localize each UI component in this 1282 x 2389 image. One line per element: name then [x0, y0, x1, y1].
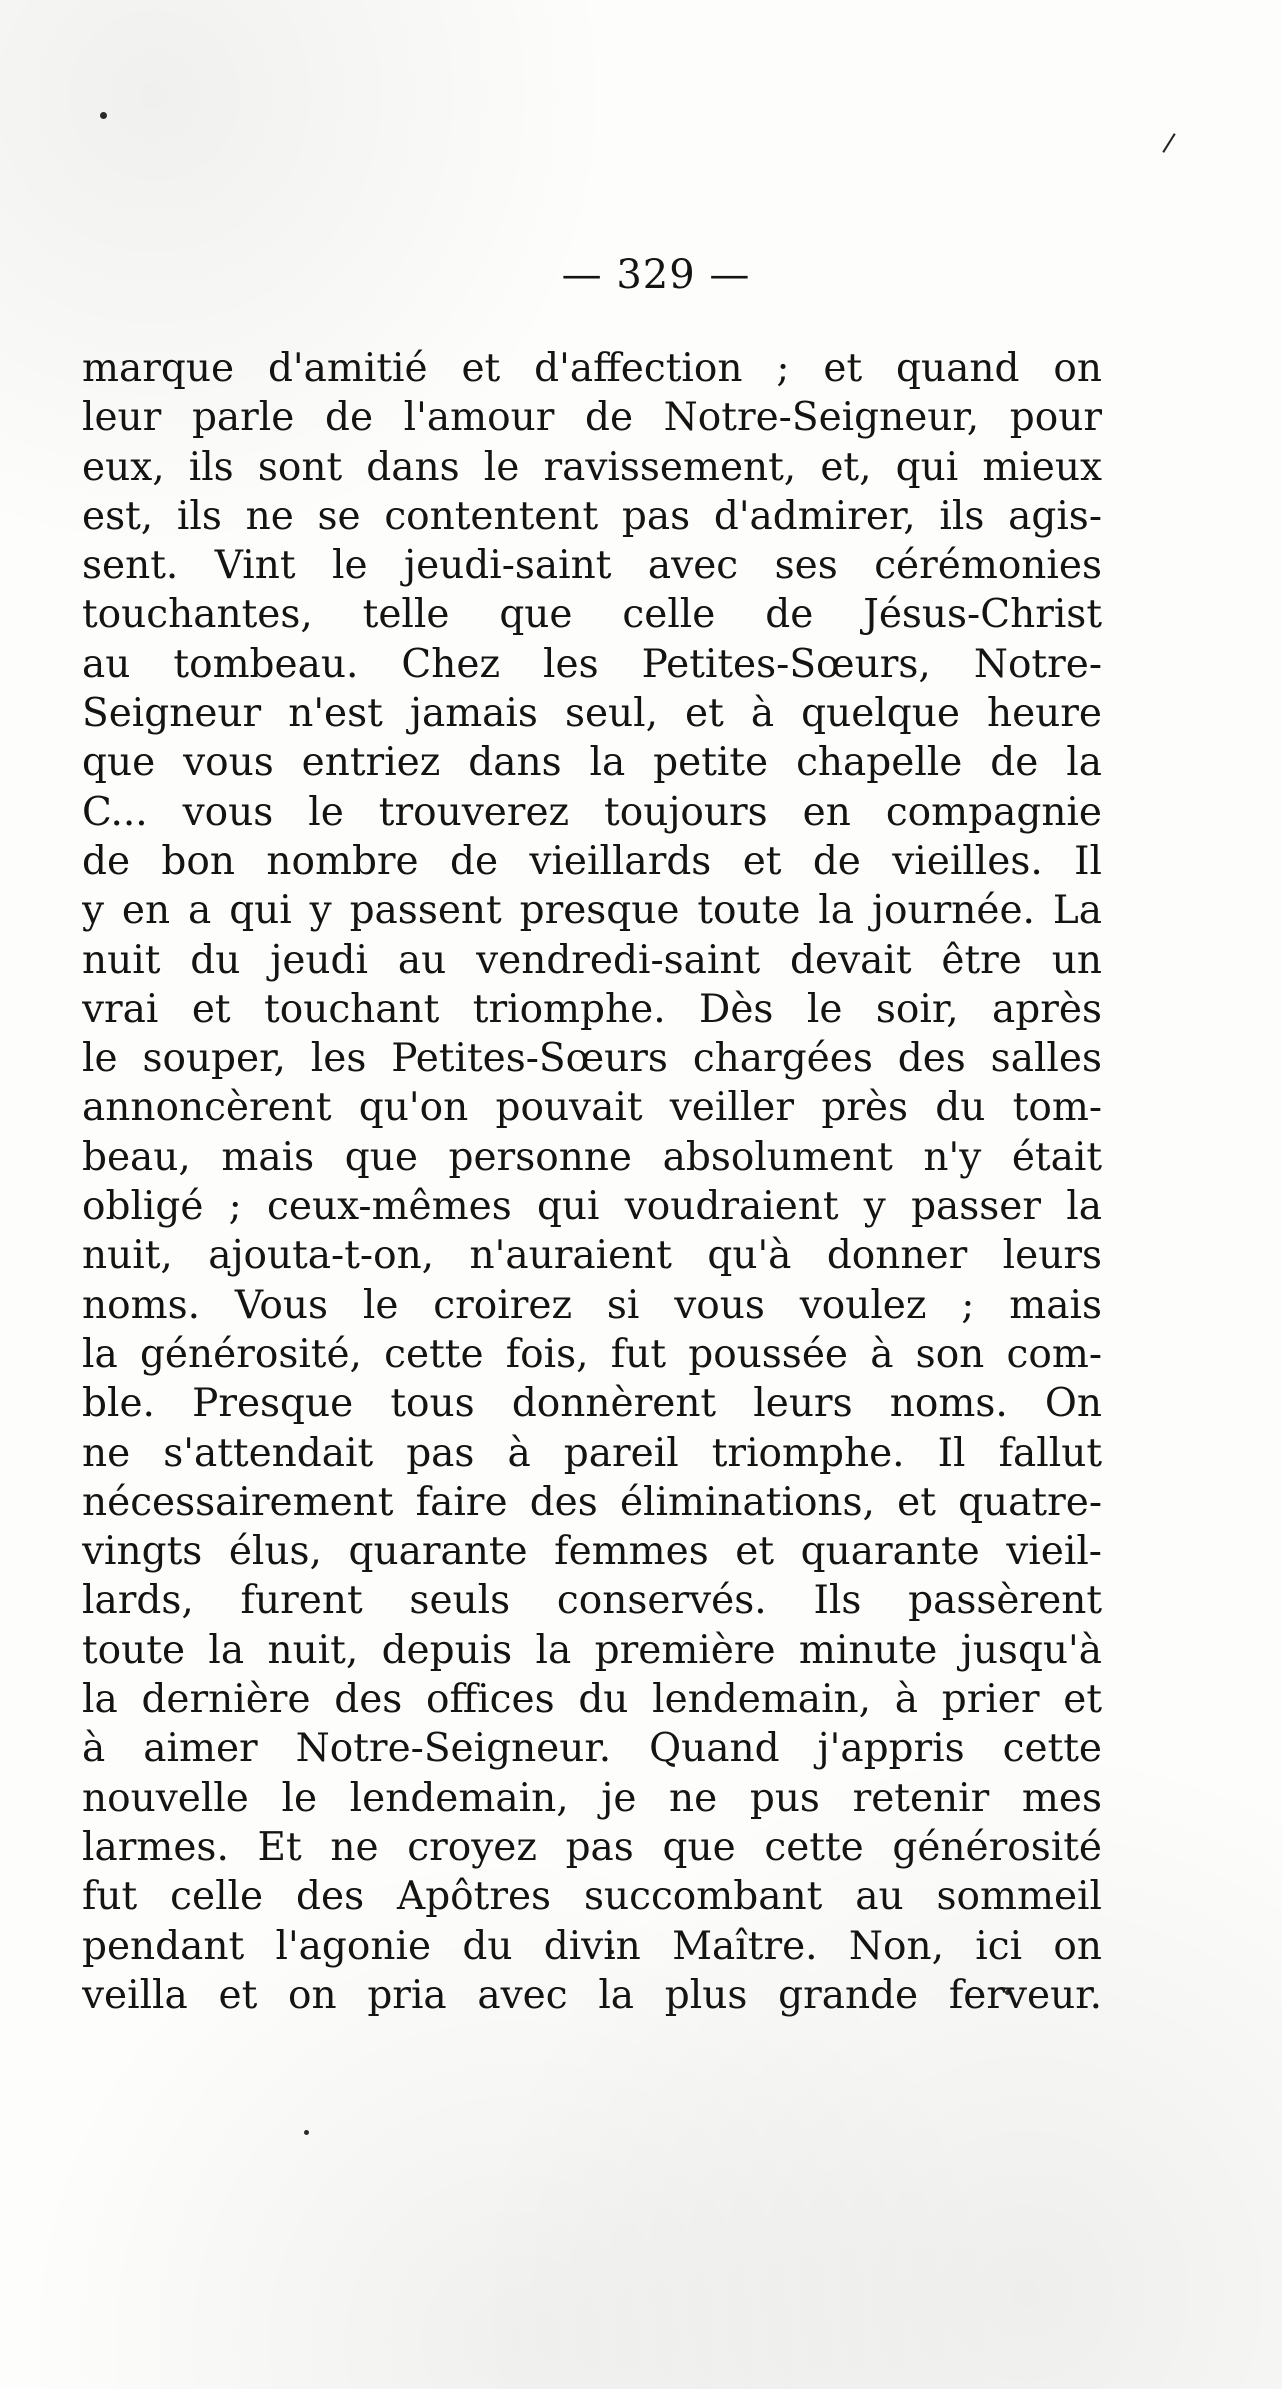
- text-line: le souper, les Petites-Sœurs chargées des salles: [82, 1036, 1102, 1082]
- text-line: lards, furent seuls conservés. Ils passèrent: [82, 1578, 1102, 1624]
- text-line: touchantes, telle que celle de Jésus-Christ: [82, 592, 1102, 638]
- scan-speck: [100, 112, 107, 119]
- text-line: nécessairement faire des éliminations, et quatre-: [82, 1479, 1102, 1525]
- text-line: eux, ils sont dans le ravissement, et, qui mieux: [82, 444, 1102, 490]
- text-line: la dernière des offices du lendemain, à prier et: [82, 1677, 1102, 1723]
- text-line: fut celle des Apôtres succombant au sommeil: [82, 1874, 1102, 1920]
- text-line: y en a qui y passent presque toute la journée. La: [82, 888, 1102, 934]
- text-line: que vous entriez dans la petite chapelle de la: [82, 740, 1102, 786]
- text-line: vrai et touchant triomphe. Dès le soir, après: [82, 986, 1102, 1032]
- text-line: annoncèrent qu'on pouvait veiller près du tom-: [82, 1085, 1102, 1131]
- page-number: — 329 —: [561, 252, 751, 298]
- text-line: toute la nuit, depuis la première minute jusqu'à: [82, 1627, 1102, 1673]
- text-line: veilla et on pria avec la plus grande ferveur.: [82, 1972, 1102, 2018]
- scan-mark: [1162, 133, 1175, 153]
- text-line: nuit du jeudi au vendredi-saint devait être un: [82, 937, 1102, 983]
- text-line: marque d'amitié et d'affection ; et quand on: [82, 346, 1102, 391]
- text-line: pendant l'agonie du divin Maître. Non, ici on: [82, 1923, 1102, 1969]
- text-line: nuit, ajouta-t-on, n'auraient qu'à donner leurs: [82, 1233, 1102, 1279]
- text-line: ne s'attendait pas à pareil triomphe. Il fallut: [82, 1430, 1102, 1476]
- text-line: à aimer Notre-Seigneur. Quand j'appris cette: [82, 1726, 1102, 1772]
- text-line: obligé ; ceux-mêmes qui voudraient y passer la: [82, 1184, 1102, 1230]
- text-line: de bon nombre de vieillards et de vieilles. Il: [82, 838, 1102, 884]
- body-text: [82, 344, 1102, 2020]
- text-line: vingts élus, quarante femmes et quarante vieil-: [82, 1529, 1102, 1575]
- scan-speck: [304, 2130, 309, 2135]
- text-line: noms. Vous le croirez si vous voulez ; mais: [82, 1282, 1102, 1328]
- text-line: au tombeau. Chez les Petites-Sœurs, Notre-: [82, 641, 1102, 687]
- text-line: Seigneur n'est jamais seul, et à quelque heure: [82, 691, 1102, 737]
- text-line: leur parle de l'amour de Notre-Seigneur, pour: [82, 395, 1102, 441]
- text-line: sent. Vint le jeudi-saint avec ses cérémonies: [82, 543, 1102, 589]
- text-line: larmes. Et ne croyez pas que cette générosité: [82, 1824, 1102, 1870]
- text-line: beau, mais que personne absolument n'y était: [82, 1134, 1102, 1180]
- text-line: est, ils ne se contentent pas d'admirer, ils agis-: [82, 493, 1102, 539]
- text-line: ble. Presque tous donnèrent leurs noms. On: [82, 1381, 1102, 1427]
- text-line: la générosité, cette fois, fut poussée à son com-: [82, 1331, 1102, 1377]
- text-line: C... vous le trouverez toujours en compagnie: [82, 789, 1102, 835]
- text-line: nouvelle le lendemain, je ne pus retenir mes: [82, 1775, 1102, 1821]
